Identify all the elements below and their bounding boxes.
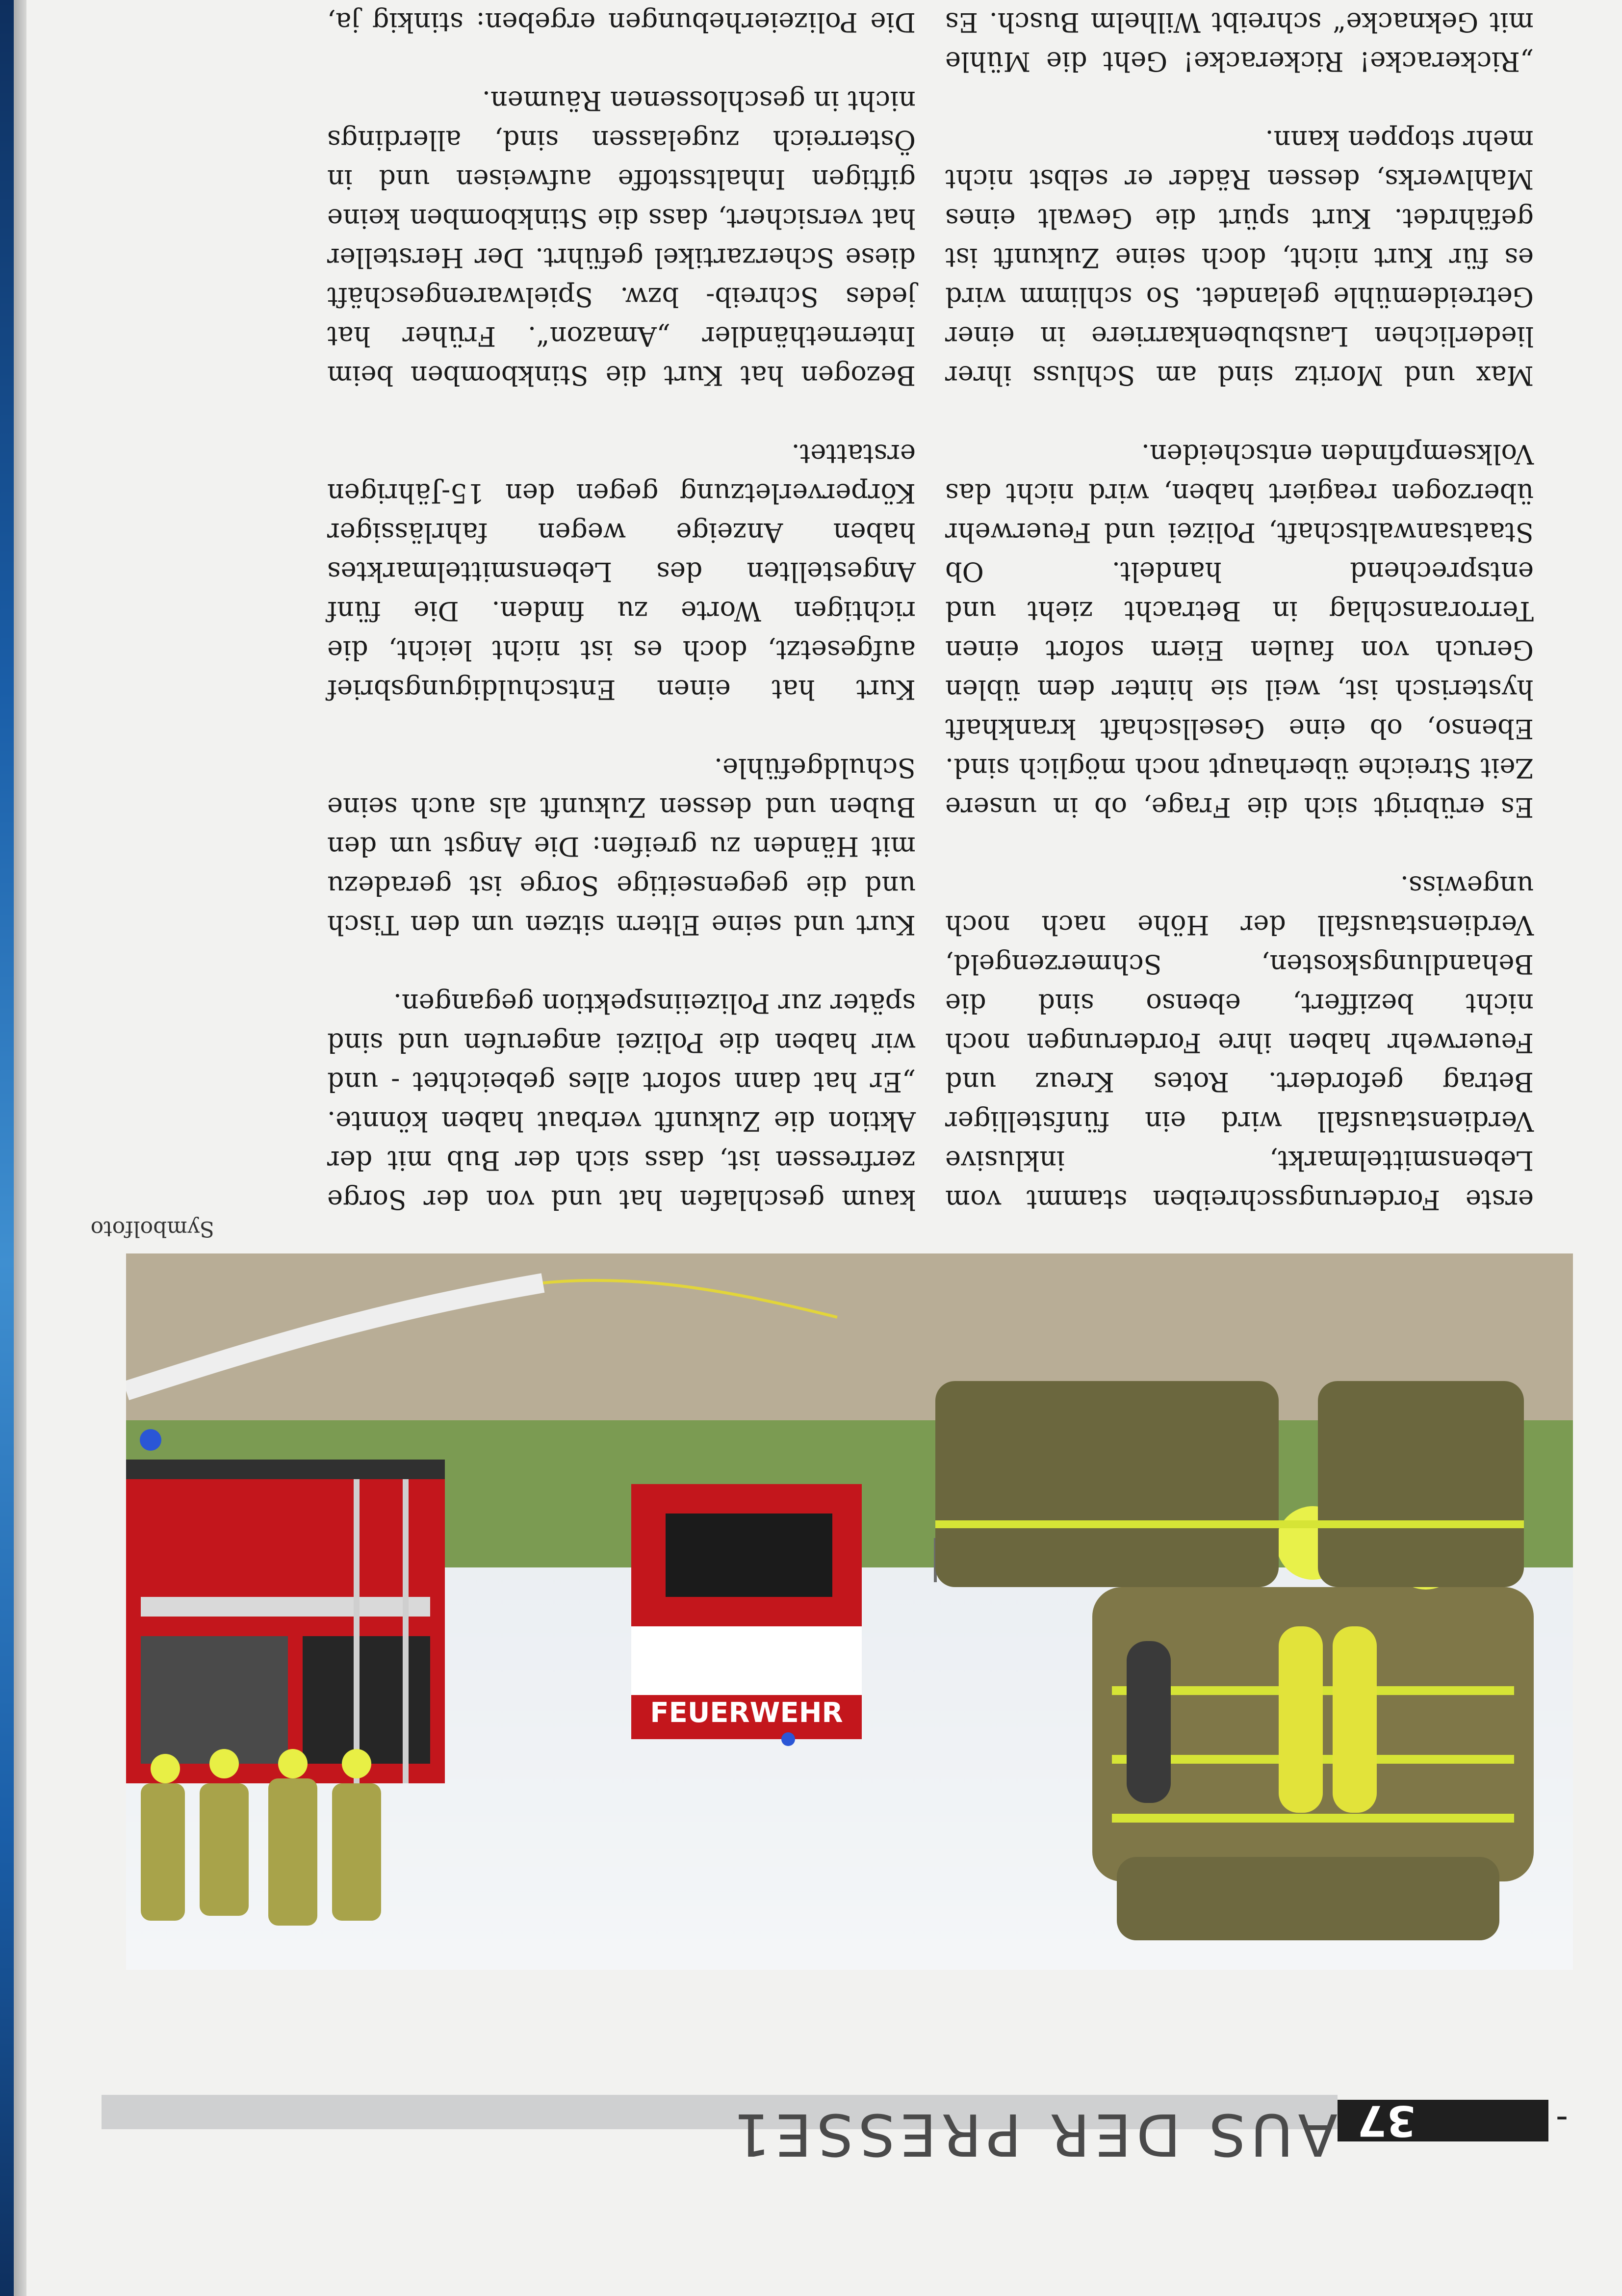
article-paragraph: kaum geschlafen hat und von der Sorge zerfressen ist, dass sich der Bub mit der Aktion die Zukunft verbaut haben könnte. „Er hat dann sofort alles gebeichtet - und wir haben die Polizei angerufen und sind später zur Polizeiinspektion gegangen. xyxy=(327,988,916,1215)
page-number xyxy=(1338,2096,1548,2145)
fire-truck xyxy=(126,1429,445,1783)
command-vehicle xyxy=(631,1484,862,1746)
article-paragraph: Es erübrigt sich die Frage, ob in unsere Zeit Streiche überhaupt noch möglich sind. Ebenso, ob eine Gesellschaft krankhaft hysterisch ist, weil sie hinter dem üblen Geruch von faulen Eiern sofort einen Terroranschlag in Betracht zieht und entsprechend handelt. Ob Staatsanwaltschaft, Polizei und Feuerwehr überzogen reagiert haben, wird nicht das Volksempfinden entscheiden. xyxy=(945,439,1534,823)
article-paragraph: Die Polizeierhebungen ergeben: stinkig ja, xyxy=(327,7,916,38)
section-title: AUS DER PRESSE1 xyxy=(728,2101,1338,2168)
page-number-text: 37 xyxy=(1357,2096,1416,2145)
article-paragraph: erste Forderungsschreiben stammt vom Lebensmittelmarkt, inklusive Verdienstausfall wird ein fünfstelliger Betrag gefordert. Rotes Kreuz und Feuerwehr haben ihre Forderungen noch nicht beziffert, ebenso sind die Behandlungskosten, Schmerzengeld, Verdienstausfall der Höhe nach noch ungewiss. xyxy=(945,870,1534,1215)
article-photo xyxy=(126,1253,1573,1970)
article-column-left xyxy=(945,0,1534,1219)
firefighters-photo xyxy=(126,1253,1573,1970)
vehicle-label: FEUERWEHR xyxy=(650,1697,843,1729)
article-paragraph: Bezogen hat Kurt die Stinkbomben beim Internethändler „Amazon“. Früher hat jedes Schreib- bzw. Spielwarengeschäft diese Scherzartikel geführt. Der Hersteller hat versichert, dass die Stinkbomben keine giftigen Inhaltsstoffe aufweisen und in Österreich zugelassen sind, allerdings nicht in geschlossenen Räumen. xyxy=(327,85,916,391)
article-paragraph: Kurt und seine Eltern sitzen um den Tisch und die gegenseitige Sorge ist geradezu mit Händen zu greifen: Die Angst um den Buben und dessen Zukunft als auch seine Schuldgefühle. xyxy=(327,753,916,940)
page-number-dash: - xyxy=(1555,2100,1569,2141)
article-column-right xyxy=(327,0,916,1219)
binding-gutter xyxy=(14,0,26,2296)
page-edge-strip xyxy=(0,0,14,2296)
article-paragraph: „Rickeracke! Rickeracke! Geht die Mühle mit Geknacke“ schreibt Wilhelm Busch. Es xyxy=(945,7,1534,77)
article-paragraph: Kurt hat einen Entschuldigungsbrief aufgesetzt, doch es ist nicht leicht, die richtigen Worte zu finden. Die fünf Angestellten des Lebensmittelmarktes haben Anzeige wegen fahrlässiger Körperverletzung gegen den 15-Jährigen erstattet. xyxy=(327,439,916,705)
magazine-page xyxy=(26,0,1622,2296)
photo-credit: Symbolfoto xyxy=(90,1216,214,1241)
article-paragraph: Max und Moritz sind am Schluss ihrer liederlichen Lausbubenkarriere in einer Getreidemühle gelandet. So schlimm wird es für Kurt nicht, doch seine Zukunft ist gefährdet. Kurt spürt die Gewalt eines Mahlwerks, dessen Räder er selbst nicht mehr stoppen kann. xyxy=(945,125,1534,391)
